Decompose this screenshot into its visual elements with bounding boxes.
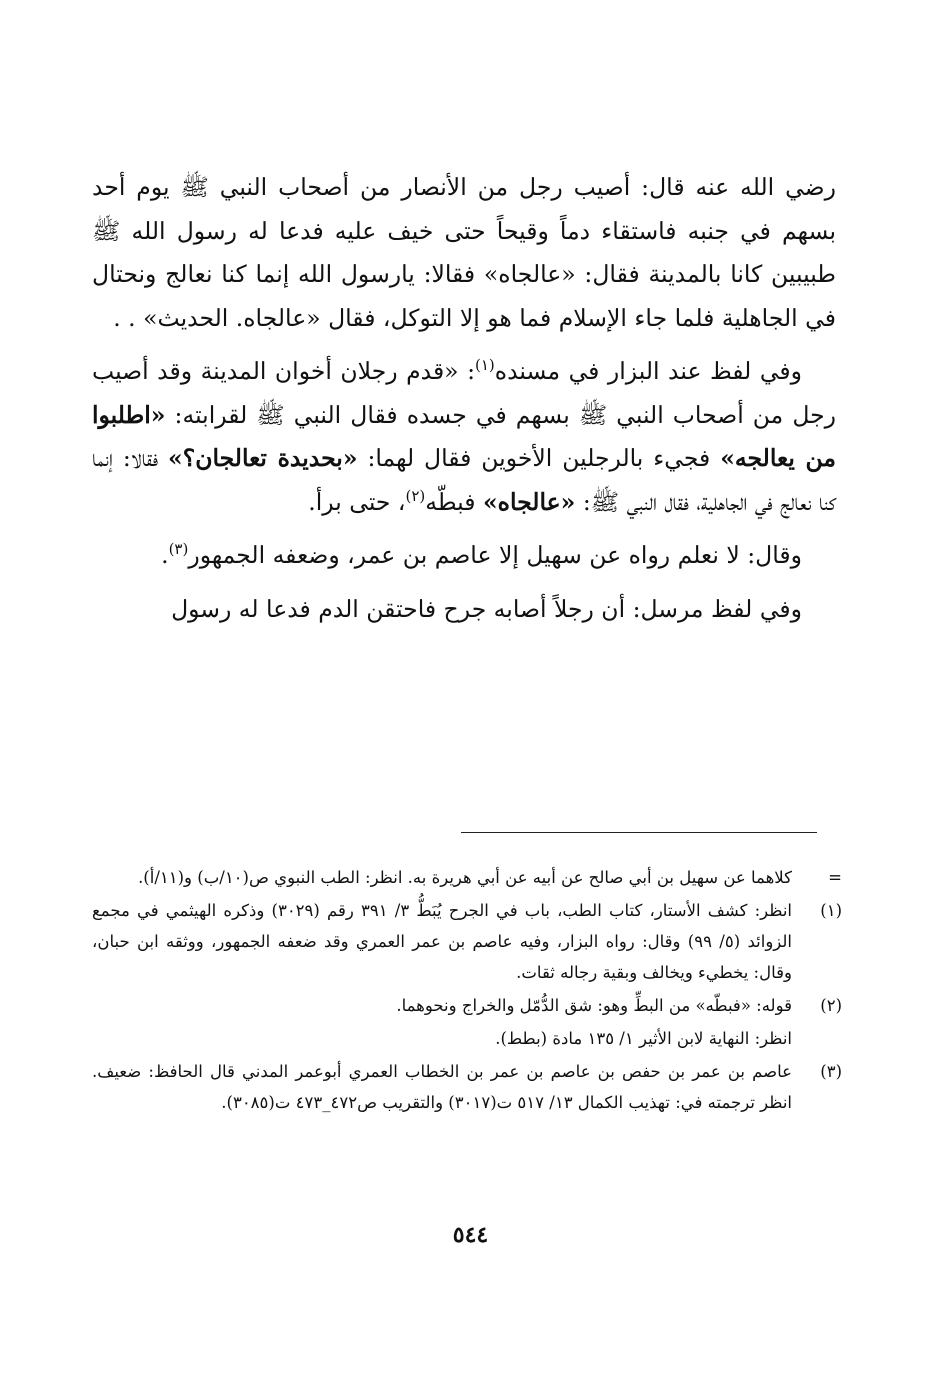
footnote-ref-1[interactable]: (١) — [475, 356, 495, 375]
footnote-text: قوله: «فبطّه» من البطِّ وهو: شق الدُّمّل والخراج ونحوهما. — [396, 996, 792, 1015]
footnote-separator — [461, 832, 817, 833]
p2-part-f: ، حتى برأ. — [308, 487, 406, 516]
main-text — [92, 166, 836, 641]
footnote-text: انظر: النهاية لابن الأثير ١/ ١٣٥ مادة (بطط). — [495, 1029, 792, 1048]
footnote-2 — [92, 990, 842, 1021]
p2-part-a: وفي لفظ عند البزار في مسنده — [494, 357, 803, 385]
footnote-marker: (٢) — [820, 996, 842, 1015]
footnote-marker: = — [828, 868, 842, 887]
p2-bold-quote-1: «اطلبوا من يعالجه» — [92, 400, 836, 472]
p2-bold-quote-3: «عالجاه» — [482, 487, 576, 516]
footnotes — [92, 862, 842, 1120]
p2-bold-quote-2: «بحديدة تعالجان؟» — [168, 444, 358, 472]
paragraph-1-text: رضي الله عنه قال: أصيب رجل من الأنصار من أصحاب النبي ﷺ يوم أحد بسهم في جنبه فاستقاء دماً وقيحاً حتى خيف عليه فدعا له رسول الله ﷺ طبيبين كانا بالمدينة فقال: «عالجاه» فقالا: يارسول الله إنما كنا نعالج ونحتال في الجاهلية فلما جاء الإسلام فما هو إلا التوكل، فقال «عالجاه. الحديث» . . — [92, 173, 836, 332]
p3-part-b: . — [161, 541, 169, 569]
footnote-ref-3[interactable]: (٣) — [168, 540, 189, 559]
footnote-text: عاصم بن عمر بن حفص بن عاصم بن عمر بن الخطاب العمري أبوعمر المدني قال الحافظ: ضعيف. انظر ترجمته في: تهذيب الكمال ١٣/ ٥١٧ ت(٣٠١٧) والتقريب ص٤٧٢_٤٧٣ ت(٣٠٨٥). — [92, 1062, 792, 1112]
paragraph-4-text: وفي لفظ مرسل: أن رجلاً أصابه جرح فاحتقن الدم فدعا له رسول — [171, 594, 802, 623]
footnote-2-continued — [92, 1023, 842, 1054]
paragraph-4 — [92, 588, 836, 632]
paragraph-2 — [92, 350, 836, 524]
footnote-text: كلاهما عن سهيل بن أبي صالح عن أبيه عن أبي هريرة به. انظر: الطب النبوي ص(١٠/ب) و(١١/أ). — [138, 868, 792, 887]
p2-part-c: فجيء بالرجلين الأخوين فقال لهما: — [367, 444, 711, 472]
paragraph-3 — [92, 534, 836, 578]
paragraph-1 — [92, 166, 836, 340]
footnote-1 — [92, 895, 842, 988]
footnote-marker: (٣) — [820, 1062, 842, 1081]
page-number: ٥٤٤ — [452, 1222, 489, 1248]
p2-part-d: فقالا: إنما كنا نعالج في الجاهلية، فقال النبي ﷺ: — [92, 444, 836, 516]
footnote-marker — [792, 1023, 842, 1054]
footnote-text: انظر: كشف الأستار، كتاب الطب، باب في الجرح يُبَطُّ ٣/ ٣٩١ رقم (٣٠٢٩) وذكره الهيثمي في مجمع الزوائد (٥/ ٩٩) وقال: رواه البزار، وفيه عاصم بن عمر العمري وقد ضعفه الجمهور، ووثقه ابن حبان، وقال: يخطيء ويخالف وبقية رجاله ثقات. — [92, 901, 793, 982]
p2-part-e: فبطّه — [425, 487, 476, 516]
footnote-continuation — [92, 862, 842, 893]
p2-part-b: : «قدم رجلان أخوان المدينة وقد أصيب رجل من أصحاب النبي ﷺ بسهم في جسده فقال النبي ﷺ لقرابته: — [92, 357, 836, 429]
footnote-ref-2[interactable]: (٢) — [405, 486, 426, 505]
footnote-marker: (١) — [820, 901, 842, 920]
footnote-3 — [92, 1056, 842, 1118]
p3-part-a: وقال: لا نعلم رواه عن سهيل إلا عاصم بن عمر، وضعفه الجمهور — [188, 541, 802, 569]
